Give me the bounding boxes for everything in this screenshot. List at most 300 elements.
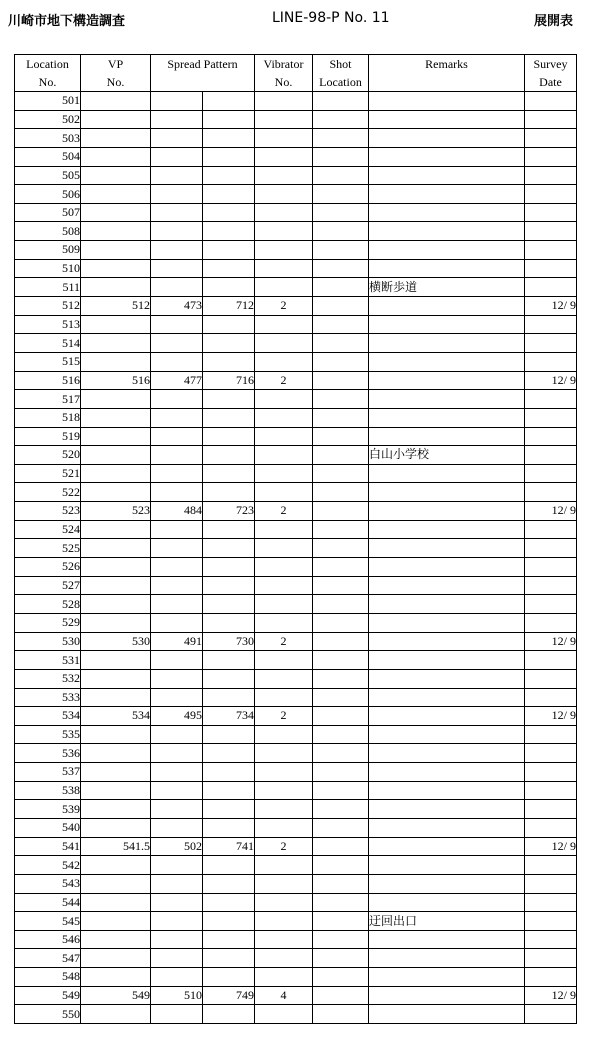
table-row (15, 968, 577, 987)
table-row (15, 651, 577, 670)
remarks-cell (369, 129, 525, 148)
location-cell: 535 (15, 725, 81, 744)
shot-location-cell (313, 744, 369, 763)
survey-date-cell (525, 651, 577, 670)
spread-from-cell (151, 147, 203, 166)
vp-cell (81, 166, 151, 185)
survey-date-cell (525, 315, 577, 334)
vibrator-cell (255, 1005, 313, 1024)
spread-to-cell (203, 781, 255, 800)
vibrator-cell (255, 856, 313, 875)
vibrator-cell (255, 930, 313, 949)
spread-from-cell (151, 688, 203, 707)
spread-from-cell (151, 427, 203, 446)
vp-cell (81, 110, 151, 129)
survey-date-cell (525, 147, 577, 166)
line-number: LINE-98-P No. 11 (272, 10, 390, 26)
location-cell: 505 (15, 166, 81, 185)
remarks-cell (369, 222, 525, 241)
spread-to-cell (203, 129, 255, 148)
survey-date-cell (525, 464, 577, 483)
spread-to-cell (203, 110, 255, 129)
spread-to-cell: 741 (203, 837, 255, 856)
survey-date-cell (525, 390, 577, 409)
survey-date-cell (525, 725, 577, 744)
survey-date-cell: 12/ 9 (525, 837, 577, 856)
vibrator-cell (255, 203, 313, 222)
location-cell: 531 (15, 651, 81, 670)
shot-location-cell (313, 912, 369, 931)
location-cell: 508 (15, 222, 81, 241)
remarks-cell (369, 390, 525, 409)
location-cell: 542 (15, 856, 81, 875)
shot-location-cell (313, 203, 369, 222)
survey-table (14, 54, 577, 1024)
spread-from-cell: 491 (151, 632, 203, 651)
table-row (15, 203, 577, 222)
vp-cell (81, 893, 151, 912)
spread-to-cell (203, 520, 255, 539)
spread-to-cell: 749 (203, 986, 255, 1005)
shot-location-cell (313, 558, 369, 577)
vp-cell: 541.5 (81, 837, 151, 856)
survey-date-cell (525, 800, 577, 819)
vibrator-cell (255, 147, 313, 166)
vp-cell (81, 278, 151, 297)
remarks-cell (369, 166, 525, 185)
vibrator-cell (255, 390, 313, 409)
vp-cell (81, 856, 151, 875)
table-row (15, 259, 577, 278)
vibrator-cell (255, 222, 313, 241)
survey-date-cell (525, 129, 577, 148)
spread-to-cell (203, 92, 255, 111)
survey-date-cell: 12/ 9 (525, 297, 577, 316)
spread-to-cell (203, 147, 255, 166)
spread-to-cell (203, 669, 255, 688)
survey-date-cell (525, 259, 577, 278)
vp-cell (81, 427, 151, 446)
spread-from-cell (151, 390, 203, 409)
vp-cell (81, 800, 151, 819)
vibrator-cell (255, 129, 313, 148)
shot-location-cell (313, 241, 369, 260)
spread-from-cell (151, 856, 203, 875)
survey-date-cell (525, 203, 577, 222)
spread-to-cell (203, 893, 255, 912)
spread-from-cell (151, 259, 203, 278)
spread-to-cell (203, 856, 255, 875)
location-cell: 548 (15, 968, 81, 987)
spread-from-cell (151, 949, 203, 968)
remarks-cell (369, 539, 525, 558)
table-row (15, 539, 577, 558)
remarks-cell (369, 781, 525, 800)
shot-location-cell (313, 763, 369, 782)
vibrator-cell (255, 725, 313, 744)
location-cell: 525 (15, 539, 81, 558)
location-cell: 515 (15, 352, 81, 371)
spread-to-cell (203, 725, 255, 744)
survey-date-cell (525, 185, 577, 204)
vp-cell (81, 763, 151, 782)
table-row (15, 297, 577, 316)
vibrator-cell (255, 800, 313, 819)
spread-from-cell (151, 968, 203, 987)
vibrator-cell (255, 166, 313, 185)
vp-cell (81, 203, 151, 222)
col-vibrator: Vibrator No. (255, 55, 313, 92)
spread-from-cell (151, 203, 203, 222)
vp-cell (81, 912, 151, 931)
spread-from-cell (151, 539, 203, 558)
col-spread-pattern: Spread Pattern (151, 55, 255, 92)
location-cell: 529 (15, 613, 81, 632)
shot-location-cell (313, 147, 369, 166)
remarks-cell: 迂回出口 (369, 912, 525, 931)
shot-location-cell (313, 539, 369, 558)
shot-location-cell (313, 446, 369, 465)
spread-to-cell (203, 949, 255, 968)
location-cell: 501 (15, 92, 81, 111)
spread-to-cell: 723 (203, 502, 255, 521)
spread-from-cell (151, 558, 203, 577)
spread-from-cell (151, 874, 203, 893)
spread-to-cell (203, 185, 255, 204)
spread-to-cell (203, 464, 255, 483)
survey-date-cell (525, 912, 577, 931)
location-cell: 544 (15, 893, 81, 912)
shot-location-cell (313, 688, 369, 707)
spread-to-cell (203, 539, 255, 558)
spread-to-cell (203, 427, 255, 446)
remarks-cell (369, 986, 525, 1005)
survey-date-cell: 12/ 9 (525, 986, 577, 1005)
survey-date-cell: 12/ 9 (525, 632, 577, 651)
table-row (15, 576, 577, 595)
vp-cell (81, 781, 151, 800)
vibrator-cell (255, 427, 313, 446)
table-row (15, 613, 577, 632)
table-row (15, 856, 577, 875)
remarks-cell (369, 800, 525, 819)
vibrator-cell: 4 (255, 986, 313, 1005)
vibrator-cell (255, 818, 313, 837)
vibrator-cell (255, 483, 313, 502)
shot-location-cell (313, 893, 369, 912)
spread-from-cell (151, 781, 203, 800)
spread-from-cell (151, 185, 203, 204)
spread-to-cell (203, 446, 255, 465)
spread-to-cell (203, 930, 255, 949)
vp-cell (81, 241, 151, 260)
survey-date-cell (525, 930, 577, 949)
spread-to-cell (203, 595, 255, 614)
vibrator-cell (255, 464, 313, 483)
col-location: Location No. (15, 55, 81, 92)
spread-from-cell (151, 222, 203, 241)
remarks-cell (369, 558, 525, 577)
shot-location-cell (313, 520, 369, 539)
survey-date-cell (525, 613, 577, 632)
spread-from-cell (151, 464, 203, 483)
vibrator-cell (255, 893, 313, 912)
table-row (15, 390, 577, 409)
document-title: 川崎市地下構造調査 (8, 14, 126, 29)
remarks-cell: 横断歩道 (369, 278, 525, 297)
shot-location-cell (313, 408, 369, 427)
spread-to-cell (203, 483, 255, 502)
shot-location-cell (313, 874, 369, 893)
table-row (15, 464, 577, 483)
table-row (15, 632, 577, 651)
survey-date-cell (525, 968, 577, 987)
shot-location-cell (313, 259, 369, 278)
vibrator-cell (255, 315, 313, 334)
remarks-cell (369, 110, 525, 129)
vibrator-cell (255, 520, 313, 539)
remarks-cell: 白山小学校 (369, 446, 525, 465)
table-row (15, 818, 577, 837)
location-cell: 507 (15, 203, 81, 222)
shot-location-cell (313, 1005, 369, 1024)
survey-date-cell (525, 408, 577, 427)
survey-date-cell (525, 595, 577, 614)
vibrator-cell (255, 446, 313, 465)
survey-date-cell (525, 483, 577, 502)
spread-to-cell (203, 651, 255, 670)
vibrator-cell: 2 (255, 837, 313, 856)
remarks-cell (369, 427, 525, 446)
survey-date-cell: 12/ 9 (525, 502, 577, 521)
location-cell: 540 (15, 818, 81, 837)
table-row (15, 92, 577, 111)
survey-date-cell (525, 818, 577, 837)
shot-location-cell (313, 185, 369, 204)
shot-location-cell (313, 613, 369, 632)
shot-location-cell (313, 129, 369, 148)
survey-date-cell (525, 669, 577, 688)
spread-from-cell: 510 (151, 986, 203, 1005)
vibrator-cell (255, 278, 313, 297)
location-cell: 541 (15, 837, 81, 856)
remarks-cell (369, 334, 525, 353)
remarks-cell (369, 408, 525, 427)
remarks-cell (369, 763, 525, 782)
remarks-cell (369, 725, 525, 744)
vp-cell (81, 558, 151, 577)
table-row (15, 986, 577, 1005)
shot-location-cell (313, 818, 369, 837)
remarks-cell (369, 651, 525, 670)
vibrator-cell (255, 949, 313, 968)
location-cell: 512 (15, 297, 81, 316)
spread-to-cell (203, 1005, 255, 1024)
table-row (15, 483, 577, 502)
header-row (15, 55, 577, 92)
remarks-cell (369, 92, 525, 111)
spread-from-cell (151, 446, 203, 465)
vibrator-cell (255, 576, 313, 595)
vp-cell (81, 408, 151, 427)
location-cell: 516 (15, 371, 81, 390)
spread-to-cell (203, 352, 255, 371)
survey-date-cell (525, 427, 577, 446)
table-row (15, 408, 577, 427)
remarks-cell (369, 744, 525, 763)
table-row (15, 502, 577, 521)
vp-cell (81, 613, 151, 632)
shot-location-cell (313, 483, 369, 502)
shot-location-cell (313, 595, 369, 614)
remarks-cell (369, 203, 525, 222)
shot-location-cell (313, 968, 369, 987)
table-row (15, 427, 577, 446)
table-row (15, 352, 577, 371)
col-shot-location: Shot Location (313, 55, 369, 92)
spread-from-cell (151, 893, 203, 912)
spread-from-cell (151, 315, 203, 334)
location-cell: 513 (15, 315, 81, 334)
location-cell: 518 (15, 408, 81, 427)
vibrator-cell: 2 (255, 297, 313, 316)
shot-location-cell (313, 986, 369, 1005)
location-cell: 509 (15, 241, 81, 260)
location-cell: 550 (15, 1005, 81, 1024)
remarks-cell (369, 893, 525, 912)
location-cell: 539 (15, 800, 81, 819)
vp-cell: 549 (81, 986, 151, 1005)
spread-to-cell (203, 874, 255, 893)
remarks-cell (369, 874, 525, 893)
table-row (15, 707, 577, 726)
location-cell: 530 (15, 632, 81, 651)
spread-from-cell (151, 818, 203, 837)
survey-date-cell (525, 949, 577, 968)
vibrator-cell (255, 92, 313, 111)
table-row (15, 912, 577, 931)
spread-from-cell (151, 576, 203, 595)
location-cell: 528 (15, 595, 81, 614)
vp-cell (81, 147, 151, 166)
vibrator-cell (255, 334, 313, 353)
vp-cell: 523 (81, 502, 151, 521)
vp-cell (81, 315, 151, 334)
shot-location-cell (313, 837, 369, 856)
spread-to-cell (203, 334, 255, 353)
shot-location-cell (313, 427, 369, 446)
vp-cell (81, 464, 151, 483)
remarks-cell (369, 147, 525, 166)
spread-to-cell: 712 (203, 297, 255, 316)
remarks-cell (369, 613, 525, 632)
remarks-cell (369, 595, 525, 614)
vp-cell (81, 483, 151, 502)
spread-from-cell: 473 (151, 297, 203, 316)
remarks-cell (369, 464, 525, 483)
shot-location-cell (313, 222, 369, 241)
shot-location-cell (313, 315, 369, 334)
vp-cell: 512 (81, 297, 151, 316)
spread-from-cell (151, 129, 203, 148)
vp-cell (81, 949, 151, 968)
remarks-cell (369, 483, 525, 502)
location-cell: 547 (15, 949, 81, 968)
location-cell: 514 (15, 334, 81, 353)
location-cell: 532 (15, 669, 81, 688)
table-row (15, 874, 577, 893)
shot-location-cell (313, 949, 369, 968)
location-cell: 503 (15, 129, 81, 148)
remarks-cell (369, 856, 525, 875)
remarks-cell (369, 968, 525, 987)
survey-date-cell (525, 893, 577, 912)
shot-location-cell (313, 800, 369, 819)
table-row (15, 688, 577, 707)
shot-location-cell (313, 502, 369, 521)
survey-date-cell (525, 781, 577, 800)
vp-cell (81, 930, 151, 949)
remarks-cell (369, 837, 525, 856)
location-cell: 523 (15, 502, 81, 521)
location-cell: 534 (15, 707, 81, 726)
location-cell: 520 (15, 446, 81, 465)
shot-location-cell (313, 278, 369, 297)
location-cell: 533 (15, 688, 81, 707)
table-row (15, 781, 577, 800)
survey-date-cell (525, 241, 577, 260)
survey-date-cell (525, 520, 577, 539)
spread-from-cell: 495 (151, 707, 203, 726)
spread-from-cell: 477 (151, 371, 203, 390)
spread-from-cell (151, 651, 203, 670)
shot-location-cell (313, 166, 369, 185)
location-cell: 502 (15, 110, 81, 129)
vp-cell: 516 (81, 371, 151, 390)
vp-cell (81, 576, 151, 595)
remarks-cell (369, 576, 525, 595)
vp-cell (81, 818, 151, 837)
vp-cell (81, 222, 151, 241)
survey-date-cell (525, 166, 577, 185)
shot-location-cell (313, 464, 369, 483)
vibrator-cell (255, 763, 313, 782)
remarks-cell (369, 502, 525, 521)
shot-location-cell (313, 92, 369, 111)
remarks-cell (369, 371, 525, 390)
spread-to-cell (203, 222, 255, 241)
vibrator-cell (255, 110, 313, 129)
shot-location-cell (313, 390, 369, 409)
spread-to-cell (203, 613, 255, 632)
location-cell: 546 (15, 930, 81, 949)
spread-to-cell (203, 241, 255, 260)
spread-to-cell (203, 818, 255, 837)
spread-to-cell (203, 203, 255, 222)
table-row (15, 110, 577, 129)
survey-date-cell (525, 278, 577, 297)
survey-date-cell (525, 446, 577, 465)
remarks-cell (369, 930, 525, 949)
remarks-cell (369, 352, 525, 371)
location-cell: 506 (15, 185, 81, 204)
survey-date-cell (525, 92, 577, 111)
spread-from-cell (151, 408, 203, 427)
location-cell: 517 (15, 390, 81, 409)
spread-to-cell (203, 744, 255, 763)
shot-location-cell (313, 856, 369, 875)
location-cell: 511 (15, 278, 81, 297)
